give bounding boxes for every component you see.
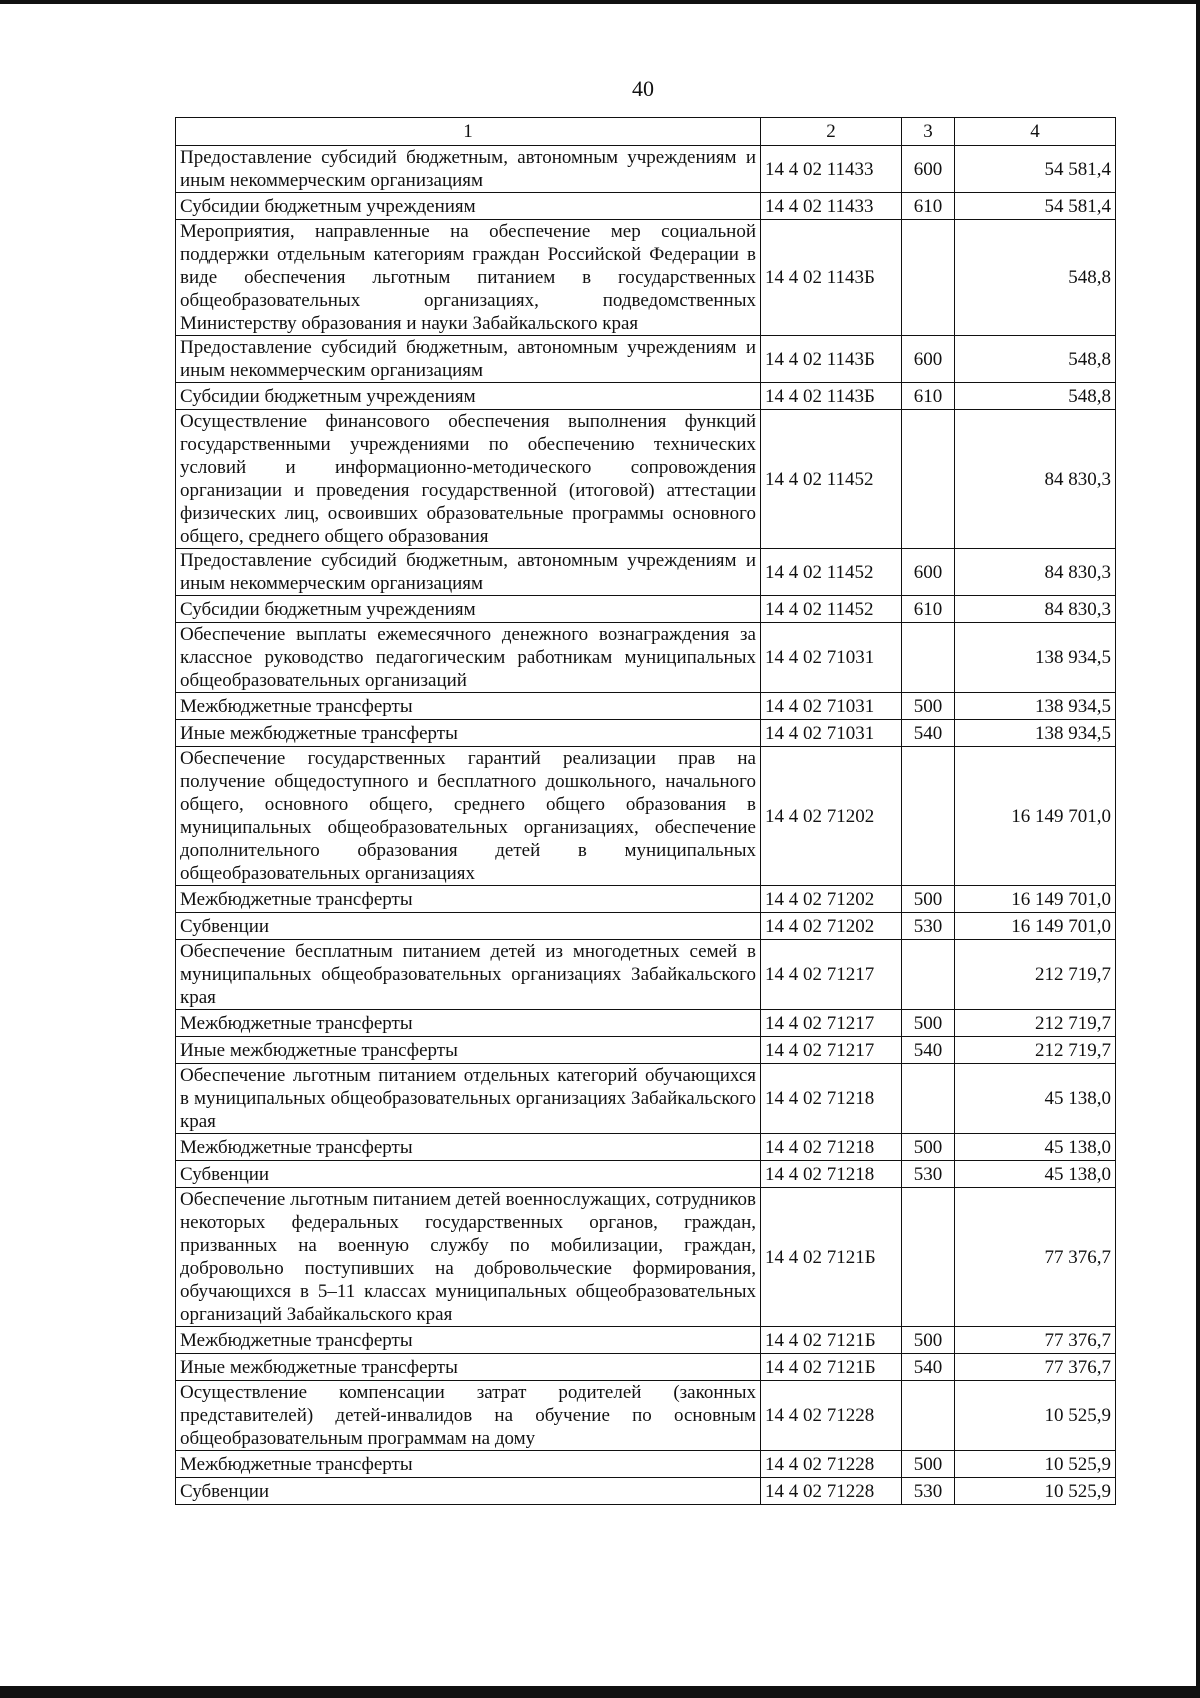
row-amount-cell: 138 934,5: [955, 623, 1116, 693]
row-name-cell: Иные межбюджетные трансферты: [176, 720, 761, 747]
row-amount-cell: 16 149 701,0: [955, 747, 1116, 886]
row-code-cell: 14 4 02 7121Б: [761, 1354, 902, 1381]
table-row: [176, 886, 1116, 913]
row-name-cell: Межбюджетные трансферты: [176, 1327, 761, 1354]
header-col-3: 3: [902, 118, 955, 146]
row-name-cell: Межбюджетные трансферты: [176, 886, 761, 913]
row-name-cell: Субсидии бюджетным учреждениям: [176, 596, 761, 623]
table-row: [176, 193, 1116, 220]
row-amount-cell: 16 149 701,0: [955, 886, 1116, 913]
row-code-cell: 14 4 02 1143Б: [761, 220, 902, 336]
table-body: [176, 146, 1116, 1505]
row-code-cell: 14 4 02 11452: [761, 549, 902, 596]
row-amount-cell: 548,8: [955, 383, 1116, 410]
table-row: [176, 410, 1116, 549]
row-expense-type-cell: [902, 747, 955, 886]
row-amount-cell: 45 138,0: [955, 1064, 1116, 1134]
row-expense-type-cell: 600: [902, 336, 955, 383]
row-code-cell: 14 4 02 71031: [761, 720, 902, 747]
table-row: [176, 146, 1116, 193]
table-row: [176, 940, 1116, 1010]
row-code-cell: 14 4 02 11452: [761, 410, 902, 549]
budget-table: [175, 117, 1116, 1505]
row-code-cell: 14 4 02 7121Б: [761, 1327, 902, 1354]
row-code-cell: 14 4 02 71031: [761, 623, 902, 693]
table-row: [176, 549, 1116, 596]
row-name-cell: Межбюджетные трансферты: [176, 1134, 761, 1161]
row-expense-type-cell: [902, 623, 955, 693]
table-row: [176, 1037, 1116, 1064]
header-col-1: 1: [176, 118, 761, 146]
row-expense-type-cell: 600: [902, 146, 955, 193]
table-row: [176, 913, 1116, 940]
row-expense-type-cell: 540: [902, 720, 955, 747]
row-expense-type-cell: 530: [902, 1161, 955, 1188]
row-expense-type-cell: 500: [902, 1327, 955, 1354]
row-expense-type-cell: [902, 1381, 955, 1451]
table-row: [176, 720, 1116, 747]
row-amount-cell: 77 376,7: [955, 1327, 1116, 1354]
table-row: [176, 1010, 1116, 1037]
row-amount-cell: 77 376,7: [955, 1354, 1116, 1381]
table-row: [176, 596, 1116, 623]
row-name-cell: Иные межбюджетные трансферты: [176, 1354, 761, 1381]
table-row: [176, 220, 1116, 336]
row-name-cell: Осуществление финансового обеспечения выполнения функций государственными учреждениями по обеспечению технических условий и информационно-методического сопровождения организации и проведения государственной (итоговой) аттестации физических лиц, освоивших образовательные программы основного общего, среднего общего образования: [176, 410, 761, 549]
table-row: [176, 336, 1116, 383]
scan-border-bottom: [0, 1686, 1200, 1698]
row-name-cell: Субвенции: [176, 913, 761, 940]
table-row: [176, 1451, 1116, 1478]
row-expense-type-cell: 610: [902, 193, 955, 220]
row-amount-cell: 16 149 701,0: [955, 913, 1116, 940]
row-name-cell: Обеспечение льготным питанием детей военнослужащих, сотрудников некоторых федеральных государственных органов, граждан, призванных на военную службу по мобилизации, граждан, добровольно поступивших на добровольческие формирования, обучающихся в 5–11 классах муниципальных общеобразовательных организаций Забайкальского края: [176, 1188, 761, 1327]
row-code-cell: 14 4 02 7121Б: [761, 1188, 902, 1327]
table-header-row: [176, 118, 1116, 146]
row-amount-cell: 212 719,7: [955, 1037, 1116, 1064]
row-name-cell: Субсидии бюджетным учреждениям: [176, 193, 761, 220]
row-amount-cell: 84 830,3: [955, 596, 1116, 623]
row-expense-type-cell: 500: [902, 1010, 955, 1037]
row-amount-cell: 10 525,9: [955, 1381, 1116, 1451]
table-row: [176, 1134, 1116, 1161]
row-code-cell: 14 4 02 71218: [761, 1064, 902, 1134]
row-expense-type-cell: 530: [902, 1478, 955, 1505]
row-code-cell: 14 4 02 1143Б: [761, 336, 902, 383]
table-row: [176, 747, 1116, 886]
row-code-cell: 14 4 02 71217: [761, 940, 902, 1010]
row-code-cell: 14 4 02 71217: [761, 1037, 902, 1064]
row-name-cell: Обеспечение бесплатным питанием детей из многодетных семей в муниципальных общеобразовательных организациях Забайкальского края: [176, 940, 761, 1010]
table-row: [176, 1381, 1116, 1451]
row-amount-cell: 10 525,9: [955, 1478, 1116, 1505]
row-amount-cell: 45 138,0: [955, 1161, 1116, 1188]
row-amount-cell: 84 830,3: [955, 410, 1116, 549]
row-expense-type-cell: 500: [902, 1451, 955, 1478]
row-code-cell: 14 4 02 71218: [761, 1161, 902, 1188]
row-code-cell: 14 4 02 71228: [761, 1381, 902, 1451]
table-row: [176, 1478, 1116, 1505]
row-name-cell: Межбюджетные трансферты: [176, 693, 761, 720]
row-code-cell: 14 4 02 71202: [761, 913, 902, 940]
row-expense-type-cell: 610: [902, 596, 955, 623]
row-amount-cell: 138 934,5: [955, 720, 1116, 747]
header-col-2: 2: [761, 118, 902, 146]
row-expense-type-cell: 610: [902, 383, 955, 410]
row-amount-cell: 54 581,4: [955, 146, 1116, 193]
row-name-cell: Субвенции: [176, 1478, 761, 1505]
row-amount-cell: 10 525,9: [955, 1451, 1116, 1478]
row-expense-type-cell: [902, 220, 955, 336]
row-code-cell: 14 4 02 1143Б: [761, 383, 902, 410]
row-expense-type-cell: 540: [902, 1354, 955, 1381]
row-code-cell: 14 4 02 11452: [761, 596, 902, 623]
row-expense-type-cell: 600: [902, 549, 955, 596]
row-name-cell: Предоставление субсидий бюджетным, автономным учреждениям и иным некоммерческим организациям: [176, 336, 761, 383]
table-row: [176, 383, 1116, 410]
row-name-cell: Обеспечение выплаты ежемесячного денежного вознаграждения за классное руководство педагогическим работникам муниципальных общеобразовательных организаций: [176, 623, 761, 693]
row-name-cell: Межбюджетные трансферты: [176, 1451, 761, 1478]
header-col-4: 4: [955, 118, 1116, 146]
row-name-cell: Осуществление компенсации затрат родителей (законных представителей) детей-инвалидов на обучение по основным общеобразовательным программам на дому: [176, 1381, 761, 1451]
row-amount-cell: 77 376,7: [955, 1188, 1116, 1327]
page-number: 40: [632, 76, 654, 101]
row-name-cell: Обеспечение государственных гарантий реализации прав на получение общедоступного и бесплатного дошкольного, начального общего, основного общего, среднего общего образования в муниципальных общеобразовательных организациях, обеспечение дополнительного образования детей в муниципальных общеобразовательных организациях: [176, 747, 761, 886]
row-name-cell: Субсидии бюджетным учреждениям: [176, 383, 761, 410]
row-expense-type-cell: [902, 410, 955, 549]
row-name-cell: Предоставление субсидий бюджетным, автономным учреждениям и иным некоммерческим организациям: [176, 146, 761, 193]
row-expense-type-cell: [902, 1064, 955, 1134]
row-amount-cell: 84 830,3: [955, 549, 1116, 596]
row-code-cell: 14 4 02 71031: [761, 693, 902, 720]
table-row: [176, 623, 1116, 693]
row-code-cell: 14 4 02 11433: [761, 146, 902, 193]
scan-border-top: [0, 0, 1200, 4]
row-code-cell: 14 4 02 71202: [761, 747, 902, 886]
row-code-cell: 14 4 02 11433: [761, 193, 902, 220]
row-amount-cell: 54 581,4: [955, 193, 1116, 220]
table-row: [176, 1188, 1116, 1327]
row-code-cell: 14 4 02 71218: [761, 1134, 902, 1161]
row-code-cell: 14 4 02 71202: [761, 886, 902, 913]
row-amount-cell: 212 719,7: [955, 1010, 1116, 1037]
row-expense-type-cell: [902, 940, 955, 1010]
row-expense-type-cell: 530: [902, 913, 955, 940]
row-expense-type-cell: 540: [902, 1037, 955, 1064]
row-amount-cell: 138 934,5: [955, 693, 1116, 720]
row-amount-cell: 45 138,0: [955, 1134, 1116, 1161]
row-expense-type-cell: 500: [902, 693, 955, 720]
row-expense-type-cell: 500: [902, 1134, 955, 1161]
row-expense-type-cell: 500: [902, 886, 955, 913]
scan-border-right: [1196, 0, 1200, 1698]
row-name-cell: Обеспечение льготным питанием отдельных категорий обучающихся в муниципальных общеобразовательных организациях Забайкальского края: [176, 1064, 761, 1134]
table-row: [176, 1161, 1116, 1188]
row-name-cell: Мероприятия, направленные на обеспечение мер социальной поддержки отдельным категориям граждан Российской Федерации в виде обеспечения льготным питанием в государственных общеобразовательных организациях, подведомственных Министерству образования и науки Забайкальского края: [176, 220, 761, 336]
row-amount-cell: 548,8: [955, 336, 1116, 383]
row-name-cell: Предоставление субсидий бюджетным, автономным учреждениям и иным некоммерческим организациям: [176, 549, 761, 596]
row-amount-cell: 212 719,7: [955, 940, 1116, 1010]
table-row: [176, 1327, 1116, 1354]
table-row: [176, 1354, 1116, 1381]
row-code-cell: 14 4 02 71228: [761, 1478, 902, 1505]
row-name-cell: Иные межбюджетные трансферты: [176, 1037, 761, 1064]
row-name-cell: Межбюджетные трансферты: [176, 1010, 761, 1037]
table-row: [176, 693, 1116, 720]
row-amount-cell: 548,8: [955, 220, 1116, 336]
table-row: [176, 1064, 1116, 1134]
row-expense-type-cell: [902, 1188, 955, 1327]
row-name-cell: Субвенции: [176, 1161, 761, 1188]
row-code-cell: 14 4 02 71217: [761, 1010, 902, 1037]
row-code-cell: 14 4 02 71228: [761, 1451, 902, 1478]
